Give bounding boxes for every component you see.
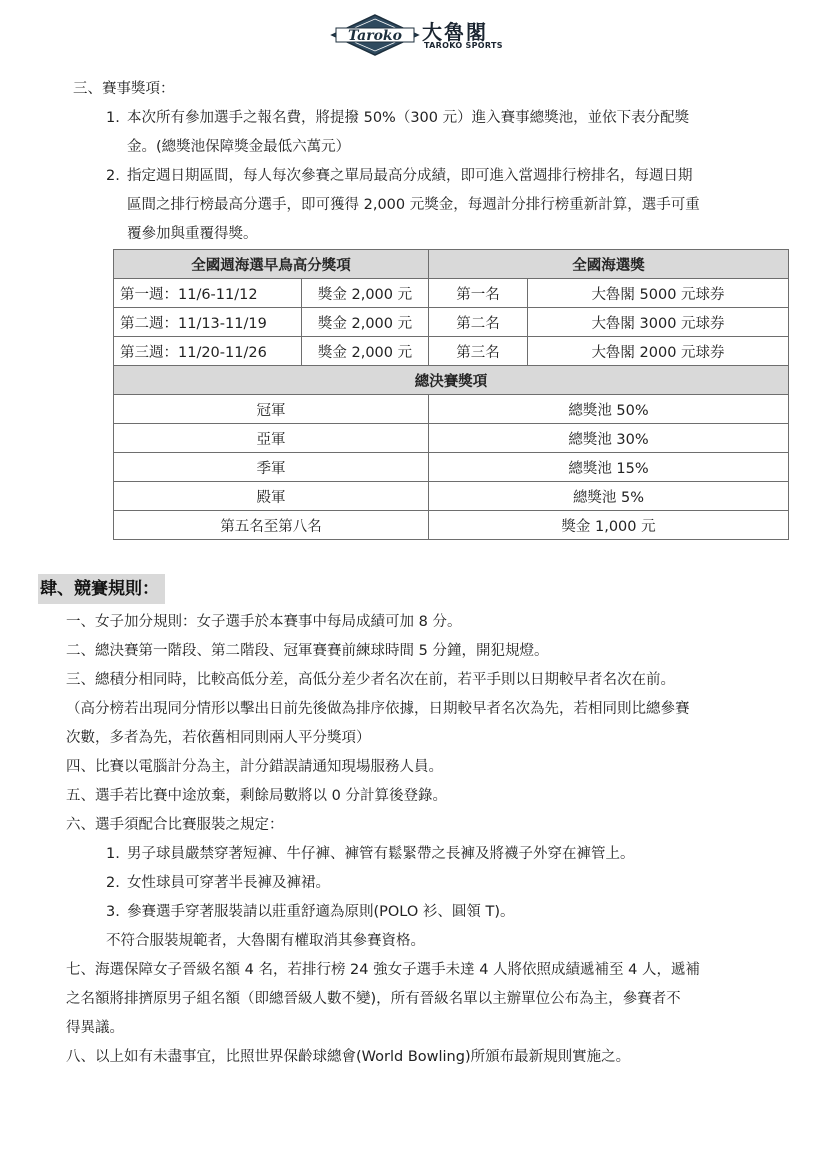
dress-item: 參賽選手穿著服裝請以莊重舒適為原則(POLO 衫、圓領 T)。 — [127, 904, 515, 920]
finals-prize-cell: 獎金 1,000 元 — [429, 511, 789, 540]
dress-item-num: 1. — [106, 846, 120, 862]
finals-prize-cell: 總獎池 30% — [429, 424, 789, 453]
dress-item-num: 3. — [106, 904, 120, 920]
rule-line: 二、總決賽第一階段、第二階段、冠軍賽賽前練球時間 5 分鐘，開犯規燈。 — [66, 643, 549, 659]
item1-num: 1. — [106, 110, 120, 126]
finals-header-row — [114, 366, 789, 395]
finals-place-cell: 亞軍 — [114, 424, 429, 453]
rule-line: 七、海選保障女子晉級名額 4 名，若排行榜 24 強女子選手未達 4 人將依照成績遞補至 4 人，遞補 — [66, 962, 700, 978]
finals-prize-cell: 總獎池 5% — [429, 482, 789, 511]
section3-title: 三、賽事獎項： — [73, 81, 175, 97]
table-row — [114, 279, 789, 308]
item2-line2: 區間之排行榜最高分選手，即可獲得 2,000 元獎金，每週計分排行榜重新計算，選手可重 — [127, 197, 700, 213]
finals-row — [114, 395, 789, 424]
reward-cell: 大魯閣 3000 元球券 — [528, 308, 789, 337]
finals-row — [114, 424, 789, 453]
week-cell: 第二週：11/13-11/19 — [114, 308, 302, 337]
rule-line: 八、以上如有未盡事宜，比照世界保齡球總會(World Bowling)所頒布最新規則實施之。 — [66, 1049, 631, 1065]
rank-cell: 第二名 — [429, 308, 528, 337]
rule-line: 六、選手須配合比賽服裝之規定： — [66, 817, 284, 833]
table-row — [114, 337, 789, 366]
brand-name-zh: 大魯閣 — [422, 20, 488, 44]
finals-place-cell: 冠軍 — [114, 395, 429, 424]
week-cell: 第三週：11/20-11/26 — [114, 337, 302, 366]
weekly-prize-header: 全國週海選早鳥高分獎項 — [114, 250, 429, 279]
rule-line: 次數，多者為先，若依舊相同則兩人平分獎項） — [66, 730, 371, 746]
taroko-logo — [330, 13, 505, 57]
finals-place-cell: 殿軍 — [114, 482, 429, 511]
week-prize-cell: 獎金 2,000 元 — [302, 308, 429, 337]
finals-place-cell: 季軍 — [114, 453, 429, 482]
rule-line: （高分榜若出現同分情形以擊出日前先後做為排序依據，日期較早者名次為先，若相同則比總參賽 — [66, 701, 690, 717]
taroko-diamond-logo-icon — [330, 13, 420, 57]
dress-item: 男子球員嚴禁穿著短褲、牛仔褲、褲管有鬆緊帶之長褲及將襪子外穿在褲管上。 — [127, 846, 635, 862]
week-cell: 第一週：11/6-11/12 — [114, 279, 302, 308]
finals-place-cell: 第五名至第八名 — [114, 511, 429, 540]
item1-line2: 金。(總獎池保障獎金最低六萬元） — [127, 139, 351, 155]
item2-line1: 指定週日期區間，每人每次參賽之單局最高分成績，即可進入當週排行榜排名，每週日期 — [127, 168, 693, 184]
svg-text:Taroko: Taroko — [348, 28, 402, 44]
table-row — [114, 308, 789, 337]
dress-item: 女性球員可穿著半長褲及褲裙。 — [127, 875, 330, 891]
finals-prize-cell: 總獎池 15% — [429, 453, 789, 482]
rule-line: 三、總積分相同時，比較高低分差，高低分差少者名次在前，若平手則以日期較早者名次在前。 — [66, 672, 675, 688]
week-prize-cell: 獎金 2,000 元 — [302, 279, 429, 308]
finals-row — [114, 511, 789, 540]
prize-table — [113, 249, 789, 540]
finals-row — [114, 482, 789, 511]
item2-num: 2. — [106, 168, 120, 184]
rule-line: 得異議。 — [66, 1020, 124, 1036]
rule-line: 五、選手若比賽中途放棄，剩餘局數將以 0 分計算後登錄。 — [66, 788, 447, 804]
reward-cell: 大魯閣 2000 元球券 — [528, 337, 789, 366]
reward-cell: 大魯閣 5000 元球券 — [528, 279, 789, 308]
rank-cell: 第三名 — [429, 337, 528, 366]
item1-line1: 本次所有參加選手之報名費，將提撥 50%（300 元）進入賽事總獎池，並依下表分配獎 — [127, 110, 690, 126]
rank-cell: 第一名 — [429, 279, 528, 308]
rule-line: 一、女子加分規則：女子選手於本賽事中每局成績可加 8 分。 — [66, 614, 462, 630]
finals-header: 總決賽獎項 — [114, 366, 789, 395]
table-header-row — [114, 250, 789, 279]
finals-prize-cell: 總獎池 50% — [429, 395, 789, 424]
dress-item-num: 2. — [106, 875, 120, 891]
finals-row — [114, 453, 789, 482]
rule-line: 之名額將排擠原男子組名額（即總晉級人數不變)，所有晉級名單以主辦單位公布為主，參賽者不 — [66, 991, 681, 1007]
brand-name-en: TAROKO SPORTS — [424, 41, 503, 50]
week-prize-cell: 獎金 2,000 元 — [302, 337, 429, 366]
item2-line3: 覆參加與重覆得獎。 — [127, 226, 258, 242]
rule-line: 四、比賽以電腦計分為主，計分錯誤請通知現場服務人員。 — [66, 759, 443, 775]
national-prize-header: 全國海選獎 — [429, 250, 789, 279]
dress-note: 不符合服裝規範者，大魯閣有權取消其參賽資格。 — [106, 933, 425, 949]
section4-title: 肆、競賽規則： — [38, 574, 165, 604]
